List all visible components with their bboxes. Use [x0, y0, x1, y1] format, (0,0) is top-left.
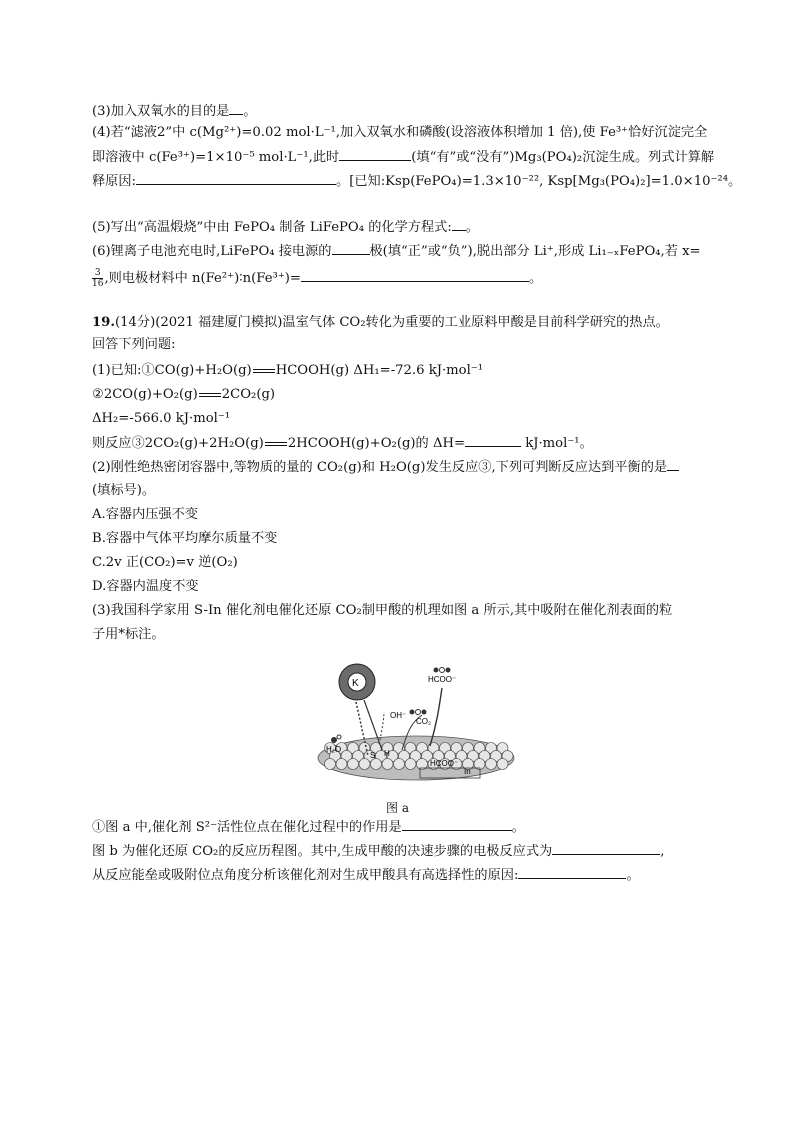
q18-part3 — [92, 102, 257, 121]
q18-part4-text-c: 释原因: — [92, 174, 137, 189]
equilibrium-arrow-icon — [253, 368, 275, 374]
q18-part4-text: 即溶液中 c(Fe³⁺)=1×10⁻⁵ mol·L⁻¹,此时 — [92, 150, 340, 165]
label-oh: OH⁻ — [390, 711, 407, 720]
figure-caption: 图 a — [386, 801, 409, 815]
option-b: B.容器中气体平均摩尔质量不变 — [92, 531, 278, 546]
answer-blank[interactable] — [229, 102, 243, 115]
punct: 。 — [626, 868, 640, 883]
q18-part4-line3 — [92, 172, 741, 191]
fraction-num: 3 — [92, 268, 103, 279]
punct: 。 — [511, 820, 525, 835]
surface-atom — [336, 759, 347, 770]
eq-text: HCOOH(g) ΔH₁=-72.6 kJ·mol⁻¹ — [275, 363, 484, 378]
label-s: S — [370, 751, 376, 760]
label-hcoo-top: HCOO⁻ — [428, 675, 457, 684]
q19-part3-sub3 — [92, 866, 640, 885]
q19-part2-line1 — [92, 458, 679, 477]
eq-text: kJ·mol⁻¹。 — [521, 436, 593, 451]
eq-text: (1)已知:①CO(g)+H₂O(g) — [92, 363, 252, 378]
label-h: H — [384, 749, 390, 758]
q19-header — [92, 314, 669, 332]
fraction — [92, 268, 103, 289]
answer-blank[interactable] — [465, 434, 521, 447]
answer-blank[interactable] — [518, 866, 626, 879]
label-k: K — [352, 678, 359, 689]
q18-part6-text-b: 极(填“正”或“负”),脱出部分 Li⁺,形成 Li₁₋ₓFePO₄,若 x= — [369, 244, 701, 259]
q18-part4-text-b: (填“有”或“没有”)Mg₃(PO₄)₂沉淀生成。列式计算解 — [411, 150, 715, 165]
surface-atom — [486, 759, 497, 770]
answer-blank[interactable] — [667, 458, 679, 471]
label-co2: CO₂ — [416, 717, 432, 726]
equilibrium-arrow-icon — [199, 392, 221, 398]
answer-blank[interactable] — [301, 269, 529, 282]
answer-blank[interactable] — [452, 218, 466, 231]
q18-part6-text-c: ,则电极材料中 n(Fe²⁺)∶n(Fe³⁺)= — [104, 271, 301, 286]
eq-text: 则反应③2CO₂(g)+2H₂O(g) — [92, 436, 264, 451]
answer-blank[interactable] — [332, 242, 370, 255]
figure-a-mechanism — [312, 660, 516, 788]
catalyst-mechanism-illustration — [312, 660, 516, 788]
label-hcoo-surface: HCOO⁻ — [430, 759, 459, 768]
q19-part3-line2: 子用*标注。 — [92, 627, 165, 642]
q19-header-text: (14分)(2021 福建厦门模拟)温室气体 CO₂转化为重要的工业原料甲酸是目前科学研究的热点。 — [114, 315, 669, 330]
q18-part5-text: (5)写出“高温煅烧”中由 FePO₄ 制备 LiFePO₄ 的化学方程式: — [92, 220, 452, 235]
punct: 。 — [528, 271, 543, 286]
fraction-den: 16 — [92, 279, 104, 289]
q19-header-line2: 回答下列问题: — [92, 337, 176, 352]
q19-part3-sub2-text: 图 b 为催化还原 CO₂的反应历程图。其中,生成甲酸的决速步骤的电极反应式为 — [92, 844, 553, 859]
q18-part6-text: (6)锂离子电池充电时,LiFePO₄ 接电源的 — [92, 244, 332, 259]
surface-atom — [348, 759, 359, 770]
answer-blank[interactable] — [339, 148, 411, 161]
q18-part6-line1 — [92, 242, 701, 261]
question-number: 19. — [92, 315, 115, 330]
q19-part3-sub2 — [92, 842, 664, 861]
punct: , — [660, 844, 665, 859]
q18-part4-line1: (4)若“滤液2”中 c(Mg²⁺)=0.02 mol·L⁻¹,加入双氧水和磷酸(设溶液体积增加 1 倍),使 Fe³⁺恰好沉淀完全 — [92, 125, 708, 140]
q19-part1-eq3 — [92, 434, 593, 453]
surface-atom — [405, 759, 416, 770]
q19-part1-eq2 — [92, 386, 275, 404]
q19-part2-line2: (填标号)。 — [92, 483, 156, 498]
q19-part3-sub1 — [92, 818, 525, 837]
answer-blank[interactable] — [136, 172, 336, 185]
eq-text: 2CO₂(g) — [221, 387, 276, 402]
option-c: C.2v 正(CO₂)=v 逆(O₂) — [92, 555, 238, 570]
equilibrium-arrow-icon — [265, 441, 287, 447]
label-in: In — [464, 767, 471, 776]
surface-atom — [325, 759, 336, 770]
catalyst-surface — [318, 736, 514, 780]
answer-blank[interactable] — [402, 818, 512, 831]
q18-part5 — [92, 218, 479, 237]
q19-part1-eq1 — [92, 362, 483, 380]
option-a: A.容器内压强不变 — [92, 507, 199, 522]
eq-text: ②2CO(g)+O₂(g) — [92, 387, 198, 402]
surface-atom — [371, 759, 382, 770]
q19-part3-sub1-text: ①图 a 中,催化剂 S²⁻活性位点在催化过程中的作用是 — [92, 820, 402, 835]
k-ion-cluster — [339, 664, 375, 700]
surface-atom — [359, 759, 370, 770]
q18-part3-text: (3)加入双氧水的目的是 — [92, 104, 230, 119]
eq-text: 2HCOOH(g)+O₂(g)的 ΔH= — [287, 436, 466, 451]
q19-part1-dh2: ΔH₂=-566.0 kJ·mol⁻¹ — [92, 411, 231, 426]
q18-part4-text-d: 。[已知:Ksp(FePO₄)=1.3×10⁻²², Ksp[Mg₃(PO₄)₂]=1.0×10⁻²⁴。 — [336, 174, 742, 189]
label-h2o: H₂O — [326, 745, 342, 754]
q18-part6-line2 — [92, 268, 542, 289]
punct: 。 — [465, 220, 479, 235]
q18-part4-line2 — [92, 148, 714, 167]
q19-part3-sub3-text: 从反应能垒或吸附位点角度分析该催化剂对生成甲酸具有高选择性的原因: — [92, 868, 519, 883]
surface-atom — [394, 759, 405, 770]
q19-part2-text: (2)刚性绝热密闭容器中,等物质的量的 CO₂(g)和 H₂O(g)发生反应③,下列可判断反应达到平衡的是 — [92, 460, 668, 475]
option-d: D.容器内温度不变 — [92, 579, 199, 594]
surface-atom — [497, 759, 508, 770]
surface-atom — [382, 759, 393, 770]
q19-part3-line1: (3)我国科学家用 S-In 催化剂电催化还原 CO₂制甲酸的机理如图 a 所示,其中吸附在催化剂表面的粒 — [92, 603, 673, 618]
answer-blank[interactable] — [552, 842, 660, 855]
punct: 。 — [243, 104, 257, 119]
